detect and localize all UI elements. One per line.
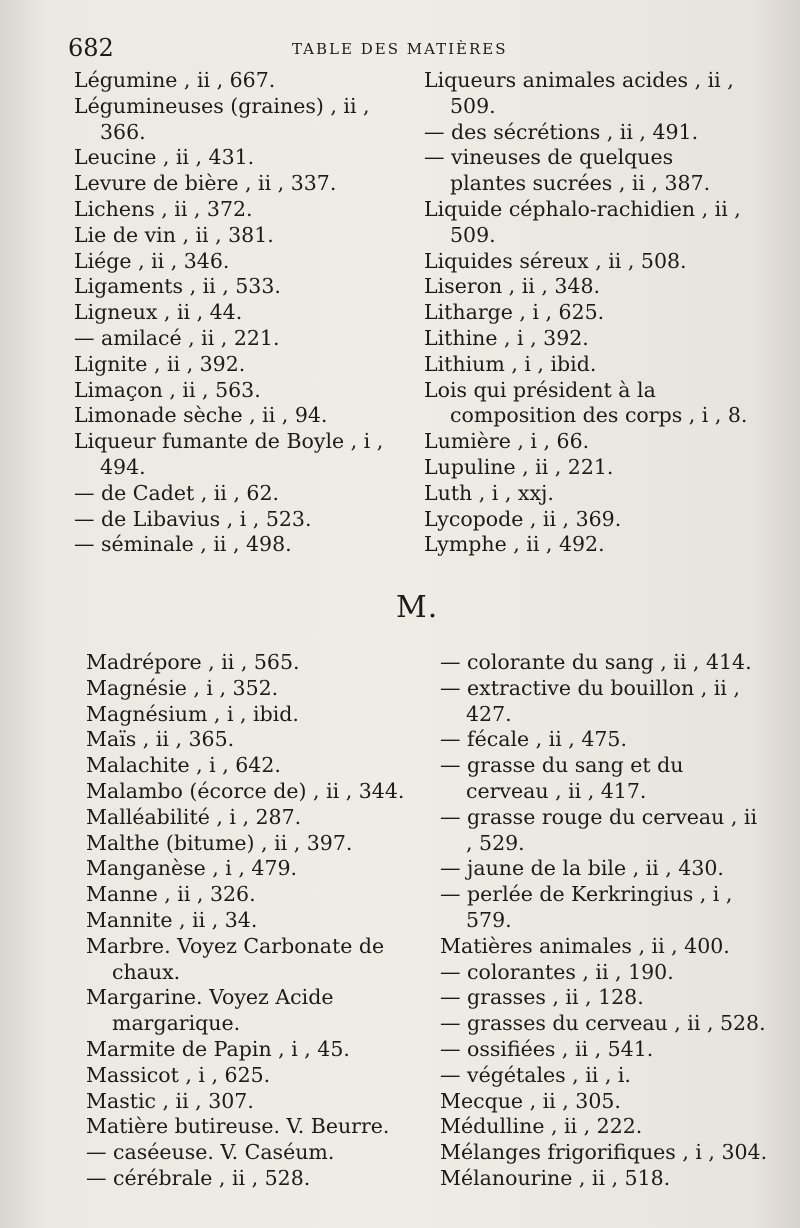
index-entry: Madrépore , ii , 565.	[86, 650, 300, 674]
index-entry: — jaune de la bile , ii , 430.	[440, 856, 724, 881]
index-entry: Lupuline , ii , 221.	[424, 454, 614, 479]
index-entry: Marbre. Voyez Carbonate de chaux.	[86, 933, 385, 984]
section-letter: M.	[396, 590, 439, 625]
index-entry: — de Cadet , ii , 62.	[74, 480, 279, 505]
index-entry: Liqueurs animales acides , ii , 509.	[424, 68, 734, 118]
index-entry: Litharge , i , 625.	[424, 300, 605, 325]
index-entry: Luth , i , xxj.	[424, 480, 554, 505]
index-entry: Ligaments , ii , 533.	[74, 274, 281, 299]
index-entry: — séminale , ii , 498.	[74, 532, 292, 557]
index-entry: Mélanges frigorifiques , i , 304.	[440, 1140, 768, 1165]
index-entry: — extractive du bouillon , ii , 427.	[440, 675, 740, 726]
index-entry: — grasse du sang et du cerveau , ii , 417.	[440, 753, 684, 803]
index-entry: — fécale , ii , 475.	[440, 727, 627, 752]
index-entry: Lignite , ii , 392.	[74, 351, 246, 376]
index-entry: Lithium , i , ibid.	[424, 351, 597, 376]
index-entry: — vineuses de quelques plantes sucrées , ii , 387.	[424, 145, 711, 196]
index-entry: Mélanourine , ii , 518.	[440, 1165, 671, 1190]
index-entry: — colorantes , ii , 190.	[440, 959, 674, 984]
index-entry: Mastic , ii , 307.	[86, 1088, 254, 1113]
index-entry: — perlée de Kerkringius , i , 579.	[440, 882, 733, 932]
index-entry: Maïs , ii , 365.	[86, 727, 235, 752]
index-entry: Légumineuses (graines) , ii , 366.	[74, 93, 370, 144]
index-entry: — amilacé , ii , 221.	[74, 325, 280, 350]
index-entry: Leucine , ii , 431.	[74, 145, 255, 170]
index-entry: Manne , ii , 326.	[86, 882, 256, 907]
index-entry: Limaçon , ii , 563.	[74, 377, 261, 402]
index-entry: — végétales , ii , i.	[440, 1062, 631, 1087]
index-column-top-right	[424, 68, 754, 558]
index-entry: Matière butireuse. V. Beurre.	[86, 1114, 390, 1139]
index-entry: Lumière , i , 66.	[424, 429, 590, 454]
index-entry: — caséeuse. V. Caséum.	[86, 1140, 335, 1165]
index-entry: — grasse rouge du cerveau , ii , 529.	[440, 804, 758, 855]
running-title: TABLE DES MATIÈRES	[292, 40, 508, 58]
index-entry: — grasses , ii , 128.	[440, 985, 644, 1010]
index-entry: — grasses du cerveau , ii , 528.	[440, 1011, 766, 1036]
index-entry: Ligneux , ii , 44.	[74, 300, 243, 325]
index-entry: Magnésium , i , ibid.	[86, 701, 299, 726]
index-entry: Marmite de Papin , i , 45.	[86, 1036, 350, 1061]
index-entry: — colorante du sang , ii , 414.	[440, 650, 752, 674]
index-entry: Médulline , ii , 222.	[440, 1114, 643, 1139]
index-entry: Margarine. Voyez Acide margarique.	[86, 985, 334, 1036]
index-entry: Mannite , ii , 34.	[86, 907, 258, 932]
index-entry: Lichens , ii , 372.	[74, 196, 253, 221]
index-entry: Limonade sèche , ii , 94.	[74, 403, 328, 428]
index-entry: Malthe (bitume) , ii , 397.	[86, 830, 353, 855]
index-entry: Lois qui président à la composition des corps , i , 8.	[424, 377, 748, 428]
index-entry: Liége , ii , 346.	[74, 248, 230, 273]
index-entry: Liquides séreux , ii , 508.	[424, 248, 687, 273]
index-entry: Liseron , ii , 348.	[424, 274, 601, 299]
index-entry: Manganèse , i , 479.	[86, 856, 298, 881]
index-column-bottom-right	[440, 650, 770, 1192]
index-entry: Lithine , i , 392.	[424, 325, 589, 350]
index-entry: Massicot , i , 625.	[86, 1062, 271, 1087]
index-entry: — ossifiées , ii , 541.	[440, 1036, 654, 1061]
page-number: 682	[68, 34, 114, 62]
index-entry: Malléabilité , i , 287.	[86, 804, 302, 829]
index-column-top-left	[74, 68, 404, 558]
index-entry: Lymphe , ii , 492.	[424, 532, 605, 557]
index-entry: Levure de bière , ii , 337.	[74, 171, 337, 196]
index-column-bottom-left	[86, 650, 416, 1192]
index-entry: Magnésie , i , 352.	[86, 675, 279, 700]
index-entry: Malambo (écorce de) , ii , 344.	[86, 778, 405, 803]
index-entry: Mecque , ii , 305.	[440, 1088, 621, 1113]
index-entry: — des sécrétions , ii , 491.	[424, 119, 699, 144]
index-entry: Lie de vin , ii , 381.	[74, 222, 274, 247]
index-entry: — de Libavius , i , 523.	[74, 506, 312, 531]
index-entry: Malachite , i , 642.	[86, 753, 281, 778]
index-entry: — cérébrale , ii , 528.	[86, 1165, 311, 1190]
index-entry: Matières animales , ii , 400.	[440, 933, 730, 958]
index-entry: Liqueur fumante de Boyle , i , 494.	[74, 429, 384, 479]
index-entry: Lycopode , ii , 369.	[424, 506, 622, 531]
index-entry: Liquide céphalo-rachidien , ii , 509.	[424, 196, 741, 247]
index-entry: Légumine , ii , 667.	[74, 68, 276, 92]
page-header	[0, 34, 800, 64]
